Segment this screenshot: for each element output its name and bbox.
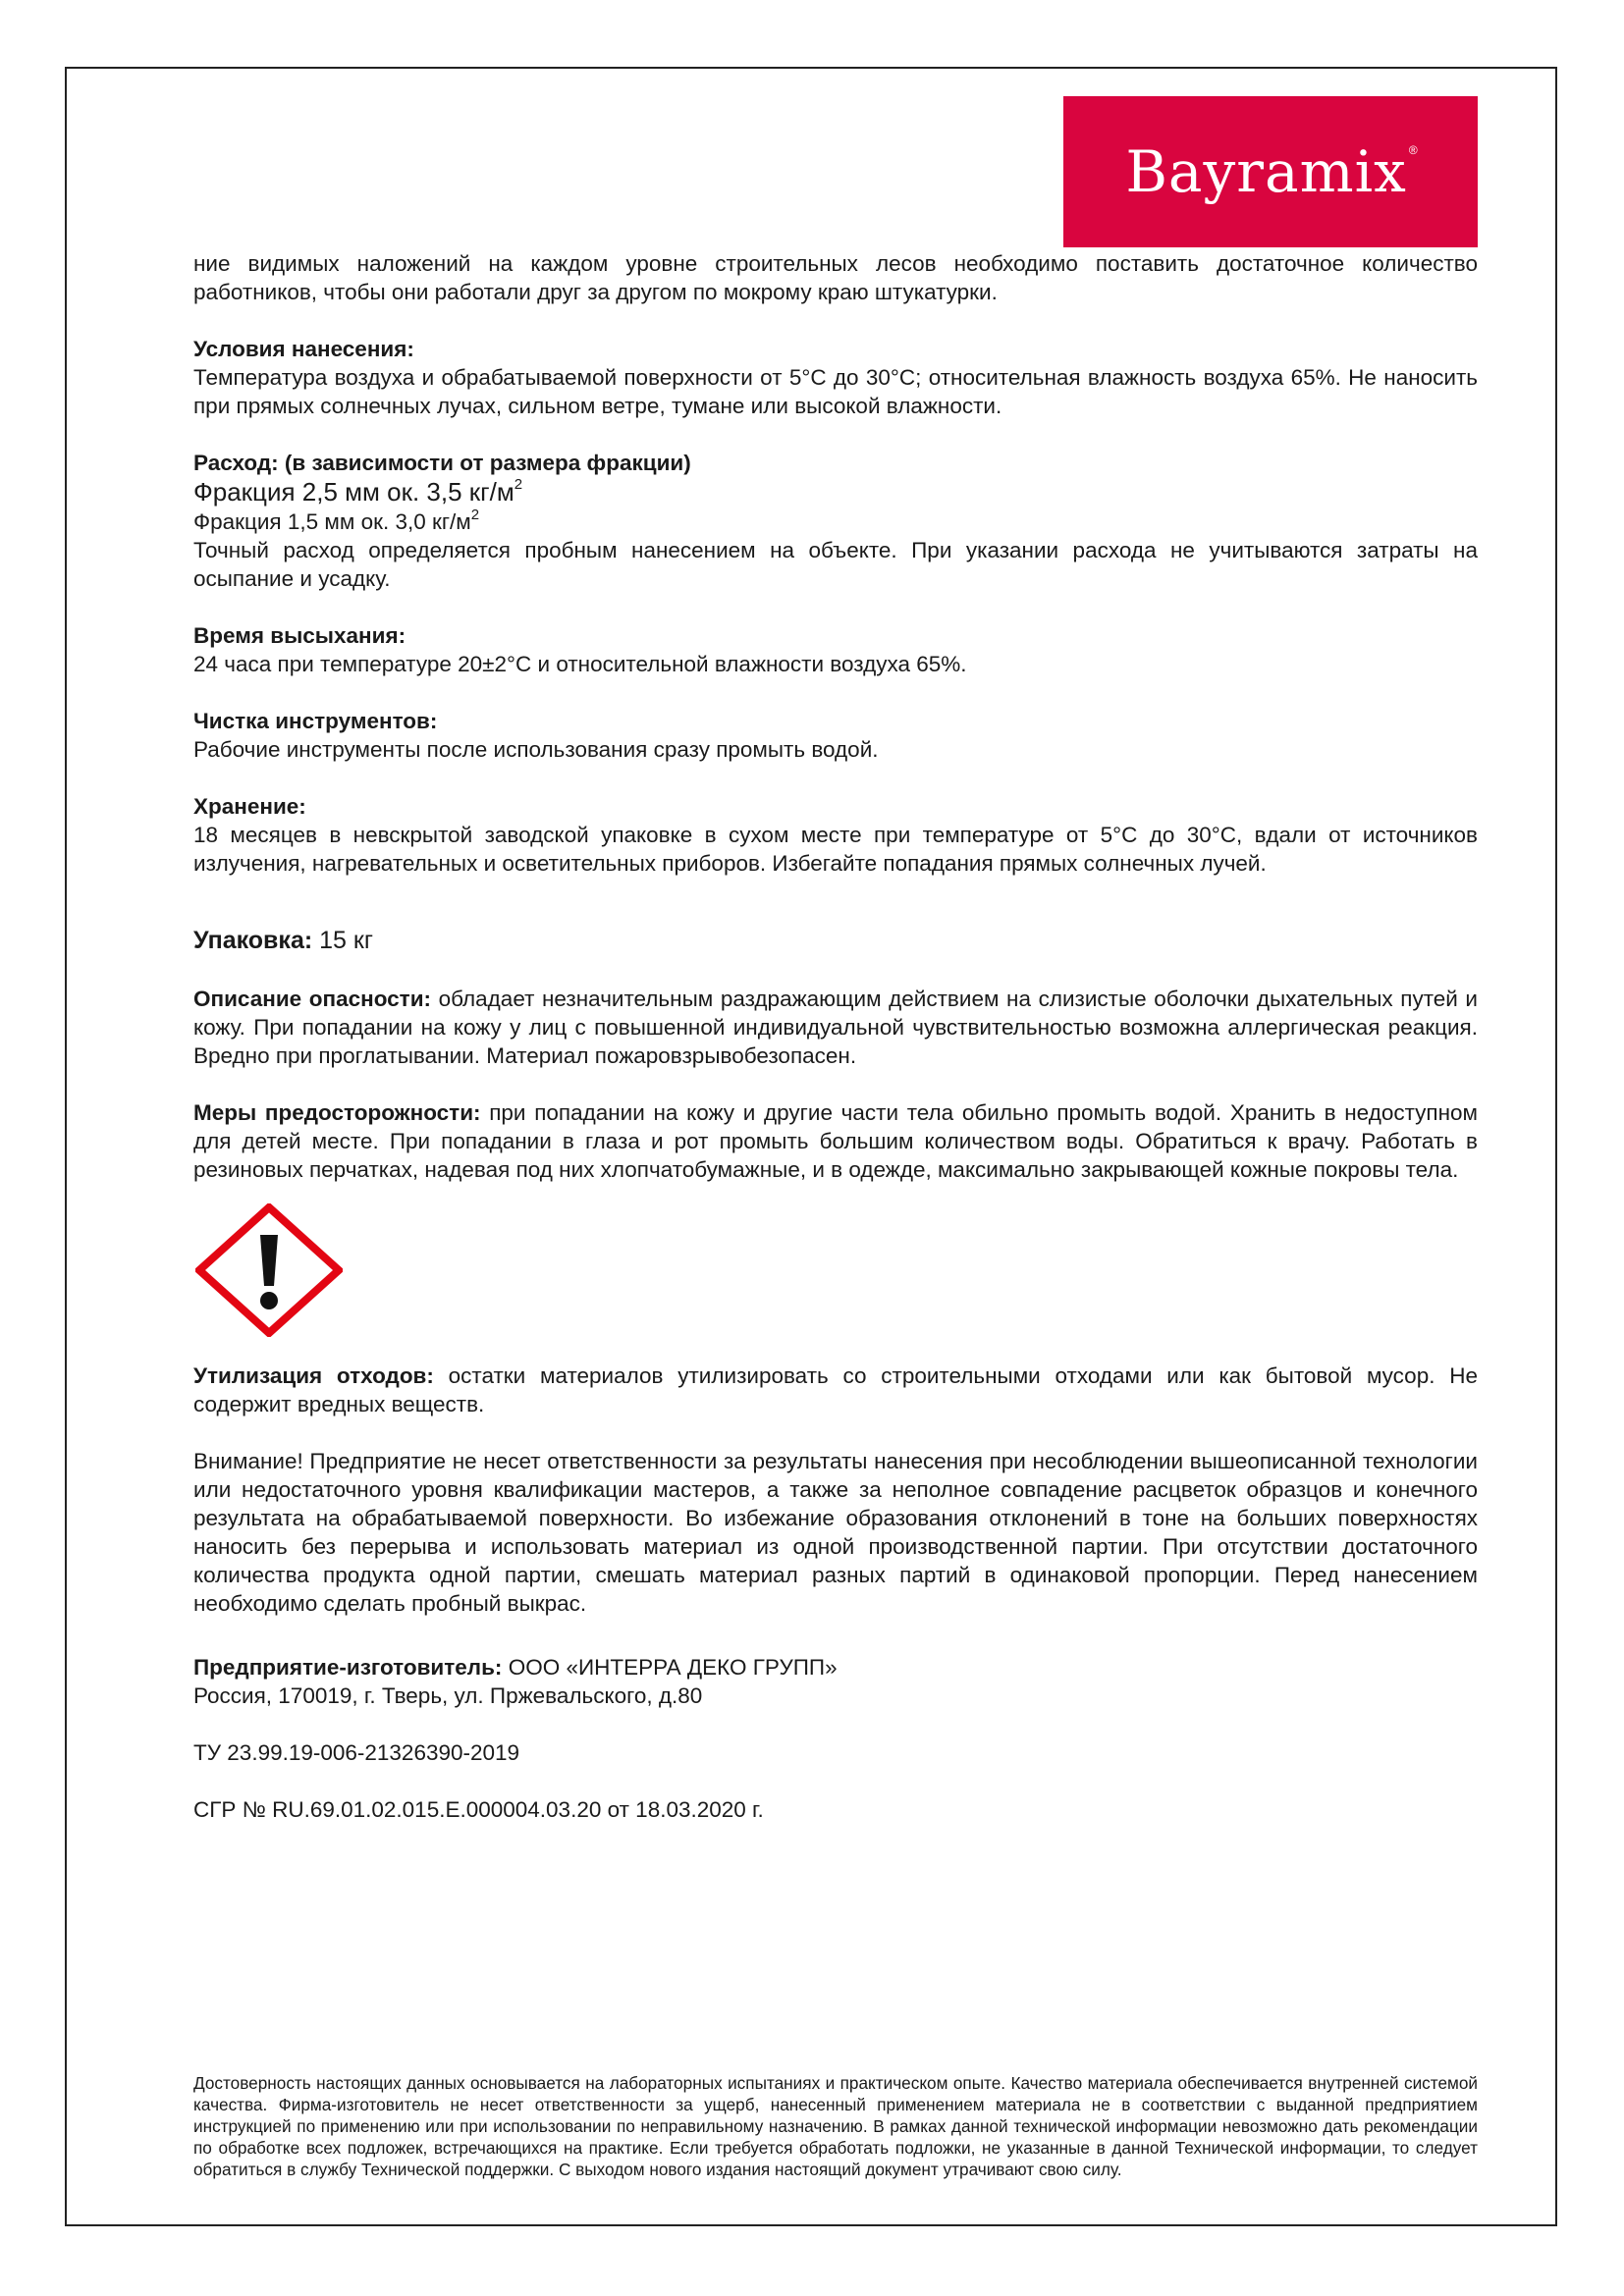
section-cleaning — [193, 707, 1478, 764]
warning-paragraph: Внимание! Предприятие не несет ответственности за результаты нанесения при несоблюдении вышеописанной технологии или недостаточного уровня квалификации мастеров, а также за неполное совпадение расцветок образцов и конечного результата на обрабатываемой поверхности. Во избежание образования отклонений в тоне на больших поверхностях наносить без перерыва и использовать материал из одной производственной партии. При отсутствии достаточного количества продукта одной партии, смешать материал разных партий в одинаковой пропорции. Перед нанесением необходимо сделать пробный выкрас. — [193, 1449, 1478, 1616]
precautions-label: Меры предосторожности: — [193, 1100, 481, 1125]
registered-mark: ® — [1408, 143, 1418, 157]
drying-heading: Время высыхания: — [193, 623, 406, 648]
manufacturer-block — [193, 1653, 1478, 1710]
spec-number: ТУ 23.99.19-006-21326390-2019 — [193, 1740, 520, 1765]
manufacturer-name: ООО «ИНТЕРРА ДЕКО ГРУПП» — [508, 1655, 838, 1680]
disposal-text: остатки материалов утилизировать со строительными отходами или как бытовой мусор. Не содержит вредных веществ. — [193, 1363, 1478, 1416]
disposal-paragraph — [193, 1362, 1478, 1418]
storage-heading: Хранение: — [193, 794, 306, 819]
packaging-label: Упаковка: — [193, 927, 313, 954]
conditions-heading: Условия нанесения: — [193, 337, 414, 361]
consumption-heading: Расход: (в зависимости от размера фракции) — [193, 451, 691, 475]
packaging-line — [193, 926, 1478, 956]
manufacturer-address: Россия, 170019, г. Тверь, ул. Пржевальского, д.80 — [193, 1683, 703, 1708]
certificate-number: СГР № RU.69.01.02.015.Е.000004.03.20 от 18.03.2020 г. — [193, 1797, 764, 1822]
consumption-line-2-text: Фракция 1,5 мм ок. 3,0 кг/м — [193, 509, 471, 534]
hazard-paragraph — [193, 985, 1478, 1070]
drying-text: 24 часа при температуре 20±2°C и относительной влажности воздуха 65%. — [193, 652, 967, 676]
manufacturer-label: Предприятие-изготовитель: — [193, 1655, 503, 1680]
disposal-label: Утилизация отходов: — [193, 1363, 434, 1388]
hazard-text: обладает незначительным раздражающим действием на слизистые оболочки дыхательных путей и кожу. При попадании на кожу у лиц с повышенной индивидуальной чувствительностью возможна аллергическая реакция. Вредно при проглатывании. Материал пожаровзрывобезопасен. — [193, 987, 1478, 1068]
conditions-text: Температура воздуха и обрабатываемой поверхности от 5°C до 30°C; относительная влажность воздуха 65%. Не наносить при прямых солнечных лучах, сильном ветре, тумане или высокой влажности. — [193, 365, 1478, 418]
superscript: 2 — [514, 476, 523, 493]
storage-text: 18 месяцев в невскрытой заводской упаковке в сухом месте при температуре от 5°C до 30°C, вдали от источников излучения, нагревательных и осветительных приборов. Избегайте попадания прямых солнечных лучей. — [193, 823, 1478, 876]
exclamation-hazard-icon — [195, 1203, 343, 1337]
section-drying — [193, 621, 1478, 678]
section-storage — [193, 792, 1478, 878]
footer-disclaimer: Достоверность настоящих данных основывается на лабораторных испытаниях и практическом опыте. Качество материала обеспечивается внутренней системой качества. Фирма-изготовитель не несет ответственности за ущерб, нанесенный применением материала не в соответствии с выданной предприятием инструкцией по применению или при использовании по неправильному назначению. В рамках данной технической информации невозможно дать рекомендации по обработке всех подложек, встречающихся на практике. Если требуется обработать подложки, не указанные в данной Технической информации, то следует обратиться в службу Технической поддержки. С выходом нового издания настоящий документ утрачивают свою силу. — [193, 2073, 1478, 2179]
precautions-text: при попадании на кожу и другие части тела обильно промыть водой. Хранить в недоступном для детей месте. При попадании в глаза и рот промыть большим количеством воды. Обратиться к врачу. Работать в резиновых перчатках, надевая под них хлопчатобумажные, и в одежде, максимально закрывающей кожные покровы тела. — [193, 1100, 1478, 1182]
consumption-line-1 — [193, 477, 1478, 507]
document-body — [193, 249, 1478, 1824]
superscript: 2 — [470, 507, 480, 523]
consumption-note: Точный расход определяется пробным нанесением на объекте. При указании расхода не учитываются затраты на осыпание и усадку. — [193, 538, 1478, 591]
precautions-paragraph — [193, 1098, 1478, 1184]
section-consumption — [193, 449, 1478, 593]
manufacturer-line — [193, 1653, 1478, 1682]
brand-name: Bayramix — [1125, 138, 1407, 205]
packaging-value: 15 кг — [319, 927, 373, 954]
intro-text: ние видимых наложений на каждом уровне строительных лесов необходимо поставить достаточное количество работников, чтобы они работали друг за другом по мокрому краю штукатурки. — [193, 251, 1478, 304]
brand-logo — [1063, 96, 1478, 247]
consumption-line-2 — [193, 507, 1478, 536]
cleaning-text: Рабочие инструменты после использования сразу промыть водой. — [193, 737, 879, 762]
section-conditions — [193, 335, 1478, 420]
consumption-line-1-text: Фракция 2,5 мм ок. 3,5 кг/м — [193, 477, 514, 507]
hazard-label: Описание опасности: — [193, 987, 432, 1011]
cleaning-heading: Чистка инструментов: — [193, 709, 438, 733]
